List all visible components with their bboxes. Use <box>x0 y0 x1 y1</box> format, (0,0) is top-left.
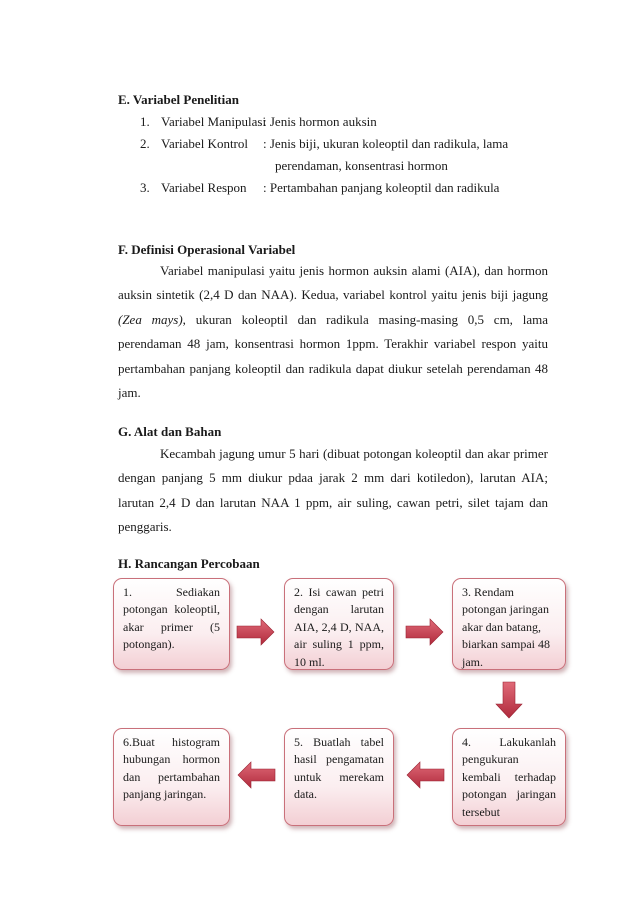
var-1-name: Variabel Manipulasi <box>161 114 267 129</box>
section-h-heading: H. Rancangan Percobaan <box>118 556 260 571</box>
step-6-text: 6.Buat histogram hubungan hormon dan pertambahan panjang jaringan. <box>123 735 220 802</box>
var-2-desc-cont: perendaman, konsentrasi hormon <box>275 158 448 173</box>
section-f-heading: F. Definisi Operasional Variabel <box>118 242 296 257</box>
var-1-desc: : Jenis hormon auksin <box>263 114 377 129</box>
arrow-down-icon <box>496 682 522 718</box>
step-4-box <box>452 728 566 826</box>
var-3-name: Variabel Respon <box>161 180 247 195</box>
step-3-text: 3. Rendam potongan jaringan akar dan batang, biarkan sampai 48 jam. <box>462 585 550 669</box>
section-f-text-2: , ukuran koleoptil dan radikula masing-masing 0,5 cm, lama perendaman 48 jam, konsentrasi hormon 1ppm. Terakhir variabel respon yaitu pertambahan panjang koleoptil dan radikula dapat diukur setelah perendaman 48 jam. <box>118 311 548 401</box>
var-1-number: 1. <box>140 114 150 129</box>
step-2-text: 2. Isi cawan petri dengan larutan AIA, 2,4 D, NAA, air suling 1 ppm, 10 ml. <box>294 585 384 669</box>
step-2-box <box>284 578 394 670</box>
arrow-left-icon <box>237 762 275 788</box>
arrow-right-icon <box>237 619 275 645</box>
step-5-box <box>284 728 394 826</box>
section-f-paragraph <box>118 259 548 405</box>
species-name: (Zea mays) <box>118 311 183 327</box>
var-3-number: 3. <box>140 180 150 195</box>
var-2-name: Variabel Kontrol <box>161 136 249 151</box>
var-3-desc: : Pertambahan panjang koleoptil dan radikula <box>263 180 500 195</box>
arrow-left-icon <box>406 762 444 788</box>
var-2-number: 2. <box>140 136 150 151</box>
arrow-right-icon <box>406 619 444 645</box>
step-1-text: 1. Sediakan potongan koleoptil, akar primer (5 potongan). <box>123 585 220 652</box>
step-6-box <box>113 728 230 826</box>
step-5-text: 5. Buatlah tabel hasil pengamatan untuk merekam data. <box>294 735 384 802</box>
section-g-heading: G. Alat dan Bahan <box>118 424 222 439</box>
var-2-desc: : Jenis biji, ukuran koleoptil dan radikula, lama <box>263 136 509 151</box>
section-g-paragraph <box>118 442 548 540</box>
step-4-text: 4. Lakukanlah pengukuran kembali terhadap potongan jaringan tersebut <box>462 735 556 819</box>
section-f-text-1: Variabel manipulasi yaitu jenis hormon auksin alami (AIA), dan hormon auksin sintetik (2,4 D dan NAA). Kedua, variabel kontrol yaitu jenis biji jagung <box>118 263 548 303</box>
section-g-text: Kecambah jagung umur 5 hari (dibuat potongan koleoptil dan akar primer dengan panjang 5 mm diukur pdaa jarak 2 mm dari kotiledon), larutan AIA; larutan 2,4 D dan larutan NAA 1 ppm, air suling, cawan petri, silet tajam dan penggaris. <box>118 446 548 535</box>
step-3-box <box>452 578 566 670</box>
section-e-heading: E. Variabel Penelitian <box>118 92 239 107</box>
step-1-box <box>113 578 230 670</box>
